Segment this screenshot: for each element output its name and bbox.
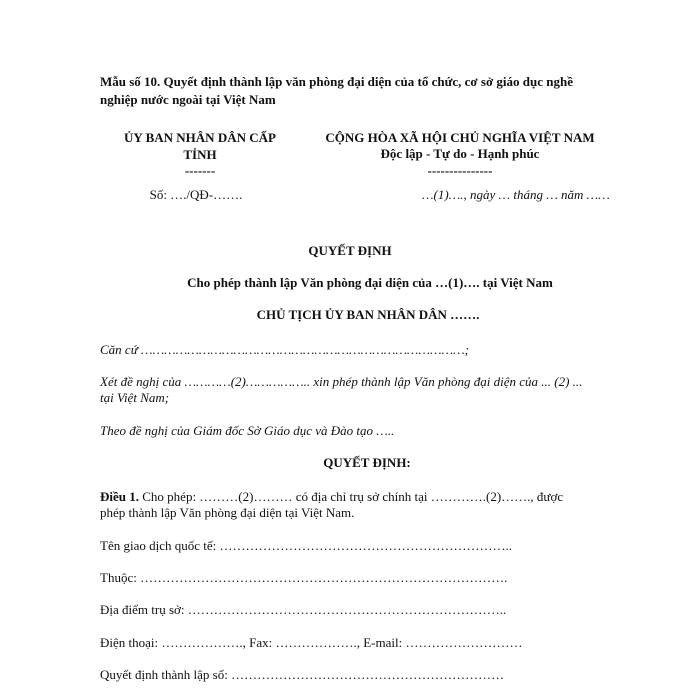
legal-basis: Căn cứ …………………………………………………………………………; [100,342,470,357]
article-1-line-2: phép thành lập Văn phòng đại diện tại Việt Nam. [100,505,355,520]
article-1-text: Cho phép: ………(2)……… có địa chỉ trụ sở chính tại ………….(2)……., được [139,489,564,504]
place-date: …(1)…., ngày … tháng … năm …… [422,187,610,202]
decision-subtitle: Cho phép thành lập Văn phòng đại diện của …(1)…. tại Việt Nam [187,275,553,290]
field-contact: Điện thoại: ………………., Fax: ………………., E-mail: ……………………… [100,635,523,650]
issuer-name-line-2: TỈNH [183,147,217,162]
decision-heading: QUYẾT ĐỊNH: [323,455,411,470]
decision-title: QUYẾT ĐỊNH [308,243,392,258]
national-name: CỘNG HÒA XÃ HỘI CHỦ NGHĨA VIỆT NAM [325,130,595,145]
proposal-line: Theo đề nghị của Giám đốc Sở Giáo dục và Đào tạo ….. [100,423,395,438]
issuer-name-line-1: ỦY BAN NHÂN DÂN CẤP [124,130,276,145]
form-title-line-1: Mẫu số 10. Quyết định thành lập văn phòng đại diện của tổ chức, cơ sở giáo dục nghề [100,74,573,89]
consideration-line-2: tại Việt Nam; [100,390,170,405]
field-office-address: Địa điểm trụ sở: ……………………………………………………………….. [100,602,507,617]
consideration-line-1: Xét đề nghị của …………(2)…………….. xin phép thành lập Văn phòng đại diện của ... (2) ... [100,374,583,389]
national-motto: Độc lập - Tự do - Hạnh phúc [380,146,540,161]
form-title-line-2: nghiệp nước ngoài tại Việt Nam [100,92,276,107]
article-1-line-1 [100,489,563,505]
document-number: Số: …./QĐ-……. [149,187,243,202]
article-1-label: Điều 1. [100,489,139,504]
field-belongs-to: Thuộc: …………………………………………………………………………. [100,570,508,585]
field-international-name: Tên giao dịch quốc tế: ………………………………………………………….. [100,538,512,553]
field-decision-number: Quyết định thành lập số: ……………………………………………………… [100,667,505,682]
issuer-divider: ------- [184,163,216,178]
chairman-line: CHỦ TỊCH ỦY BAN NHÂN DÂN ……. [256,307,480,322]
national-divider: --------------- [427,163,493,178]
